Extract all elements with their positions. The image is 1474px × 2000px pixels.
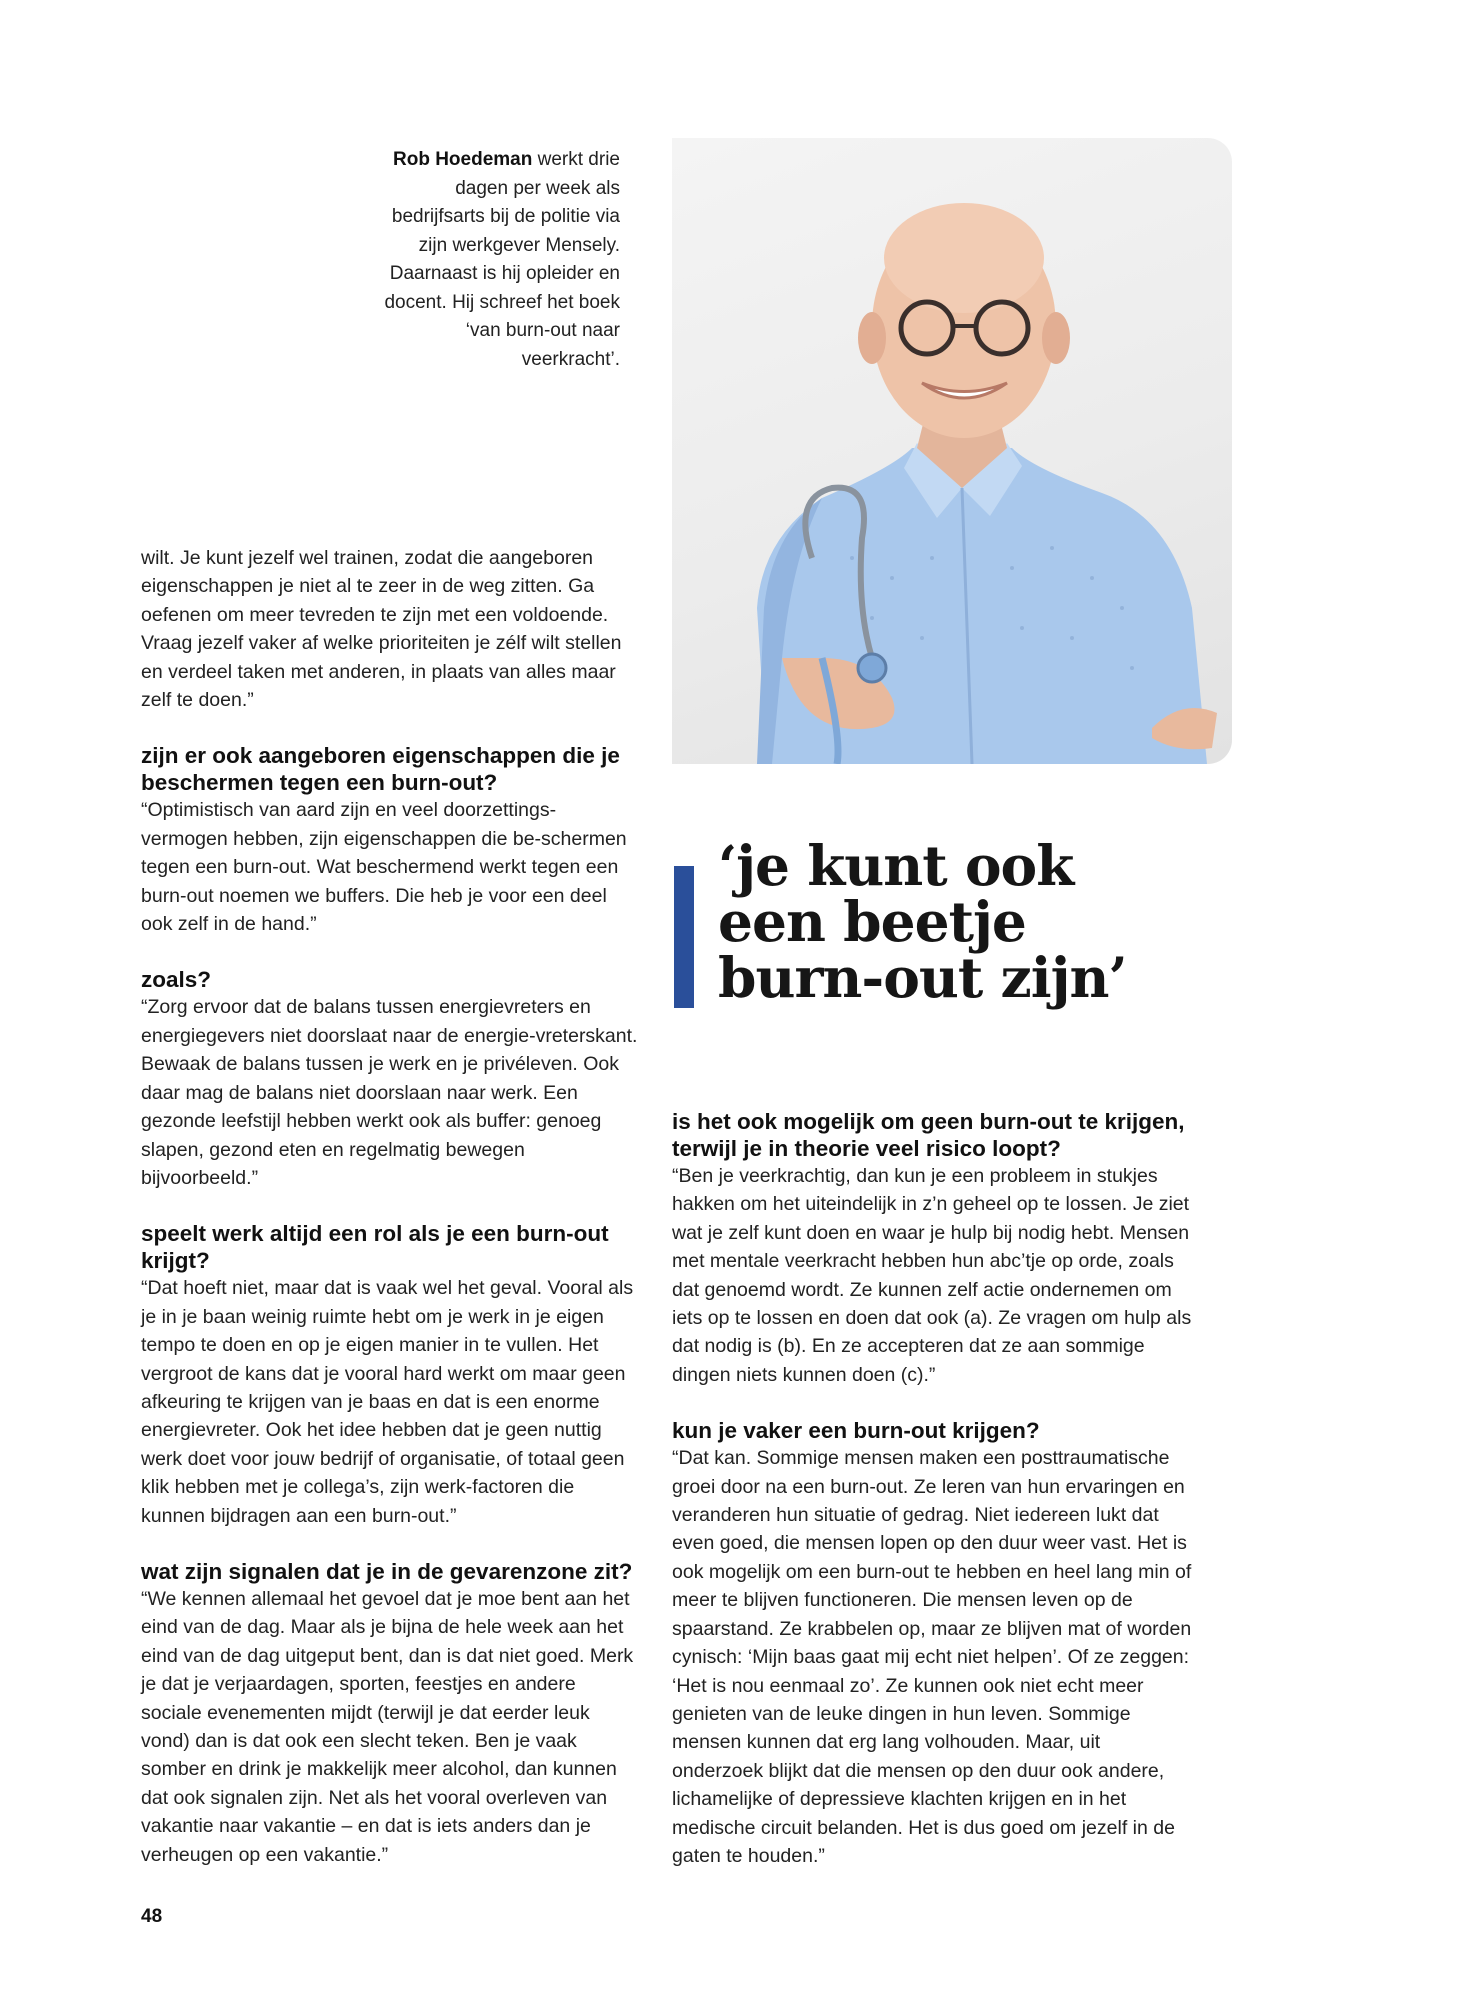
question-heading: wat zijn signalen dat je in de gevarenzone zit? bbox=[141, 1558, 633, 1584]
answer-paragraph: “Dat hoeft niet, maar dat is vaak wel het geval. Vooral als je in je baan weinig ruimte hebt om je werk in je eigen tempo te doen en op je eigen manier in te vullen. Het vergroot de kans dat je vooral hard werkt om maar geen afkeuring te krijgen van je baas en dat is een enorme energievreter. Ook het idee hebben dat je geen nuttig werk doet voor jouw bedrijf of organisatie, of totaal geen klik hebben met je collega’s, zijn werk-factoren die kunnen bijdragen aan een burn-out.” bbox=[141, 1277, 634, 1527]
answer-paragraph: “Ben je veerkrachtig, dan kun je een probleem in stukjes hakken om het uiteindelijk in z’n geheel op te lossen. Je ziet wat je zelf kunt doen en waar je hulp bij nodig hebt. Mensen met mentale veerkracht hebben hun abc’tje op orde, zoals dat genoemd wordt. Ze kunnen zelf actie ondernemen om iets op te lossen en doen dat ook (a). Ze vragen om hulp als dat nodig is (b). En ze accepteren dat ze aan sommige dingen niets kunnen doen (c).” bbox=[672, 1165, 1192, 1386]
answer-paragraph: “Dat kan. Sommige mensen maken een posttraumatische groei door na een burn-out. Ze leren van hun ervaringen en veranderen hun situatie of gedrag. Niet iedereen lukt dat even goed, die mensen lopen op den duur weer vast. Het is ook mogelijk om een burn-out te hebben en heel lang min of meer te blijven functioneren. Die mensen leven op de spaarstand. Ze krabbelen op, maar ze blijven mat of worden cynisch: ‘Mijn baas gaat mij echt niet helpen’. Of ze zeggen: ‘Het is nou eenmaal zo’. Ze kunnen ook niet echt meer genieten van de leuke dingen in hun leven. Sommige mensen kunnen dat erg lang volhouden. Maar, uit onderzoek blijkt dat die mensen op den duur ook andere, lichamelijke of depressieve klachten krijgen en in het medische circuit belanden. Het is dus goed om jezelf in de gaten te houden.” bbox=[672, 1447, 1192, 1867]
question-heading: is het ook mogelijk om geen burn-out te krijgen, terwijl je in theorie veel risico loopt? bbox=[672, 1109, 1185, 1161]
page-number: 48 bbox=[141, 1906, 163, 1927]
right-column bbox=[672, 1108, 1192, 1898]
pull-quote-line: ‘je kunt ook bbox=[718, 833, 1074, 898]
caption-name: Rob Hoedeman bbox=[393, 149, 533, 170]
caption-text: werkt drie dagen per week als bedrijfsarts bij de politie via zijn werkgever Mensely. Daarnaast is hij opleider en docent. Hij schreef het boek ‘van burn-out naar veerkracht’. bbox=[384, 149, 620, 370]
answer-paragraph: “Zorg ervoor dat de balans tussen energievreters en energiegevers niet doorslaat naar de energie-vreterskant. Bewaak de balans tussen je werk en je privéleven. Ook daar mag de balans niet doorslaan naar werk. Een gezonde leefstijl hebben werkt ook als buffer: genoeg slapen, gezond eten en regelmatig bewegen bijvoorbeeld.” bbox=[141, 996, 638, 1189]
question-heading: speelt werk altijd een rol als je een burn-out krijgt? bbox=[141, 1221, 609, 1274]
pull-quote bbox=[718, 833, 1238, 1010]
intro-paragraph: wilt. Je kunt jezelf wel trainen, zodat die aangeboren eigenschappen je niet al te zeer in de weg zitten. Ga oefenen om meer tevreden te zijn met een voldoende. Vraag jezelf vaker af welke prioriteiten je zélf wilt stellen en verdeel taken met anderen, in plaats van alles maar zelf te doen.” bbox=[141, 547, 622, 712]
pull-quote-bar bbox=[674, 866, 694, 1008]
answer-paragraph: “Optimistisch van aard zijn en veel doorzettings-vermogen hebben, zijn eigenschappen die be-schermen tegen een burn-out. Wat beschermend werkt tegen een burn-out noemen we buffers. Die heb je voor een deel ook zelf in de hand.” bbox=[141, 799, 627, 936]
photo-caption bbox=[380, 146, 620, 374]
pull-quote-line: een beetje bbox=[718, 889, 1026, 954]
pull-quote-line: burn-out zijn’ bbox=[718, 945, 1127, 1010]
portrait-photo bbox=[672, 138, 1232, 764]
left-column bbox=[141, 544, 641, 1897]
question-heading: zoals? bbox=[141, 967, 212, 993]
question-heading: zijn er ook aangeboren eigenschappen die je beschermen tegen een burn-out? bbox=[141, 743, 620, 796]
answer-paragraph: “We kennen allemaal het gevoel dat je moe bent aan het eind van de dag. Maar als je bijna de hele week aan het eind van de dag uitgeput bent, dan is dat niet goed. Merk je dat je verjaardagen, sporten, feestjes en andere sociale evenementen mijdt (terwijl je dat eerder leuk vond) dan is dat ook een slecht teken. Ben je vaak somber en drink je makkelijk meer alcohol, dan kunnen dat ook signalen zijn. Net als het vooral overleven van vakantie naar vakantie – en dat is iets anders dan je verheugen op een vakantie.” bbox=[141, 1587, 634, 1866]
question-heading: kun je vaker een burn-out krijgen? bbox=[672, 1418, 1040, 1444]
